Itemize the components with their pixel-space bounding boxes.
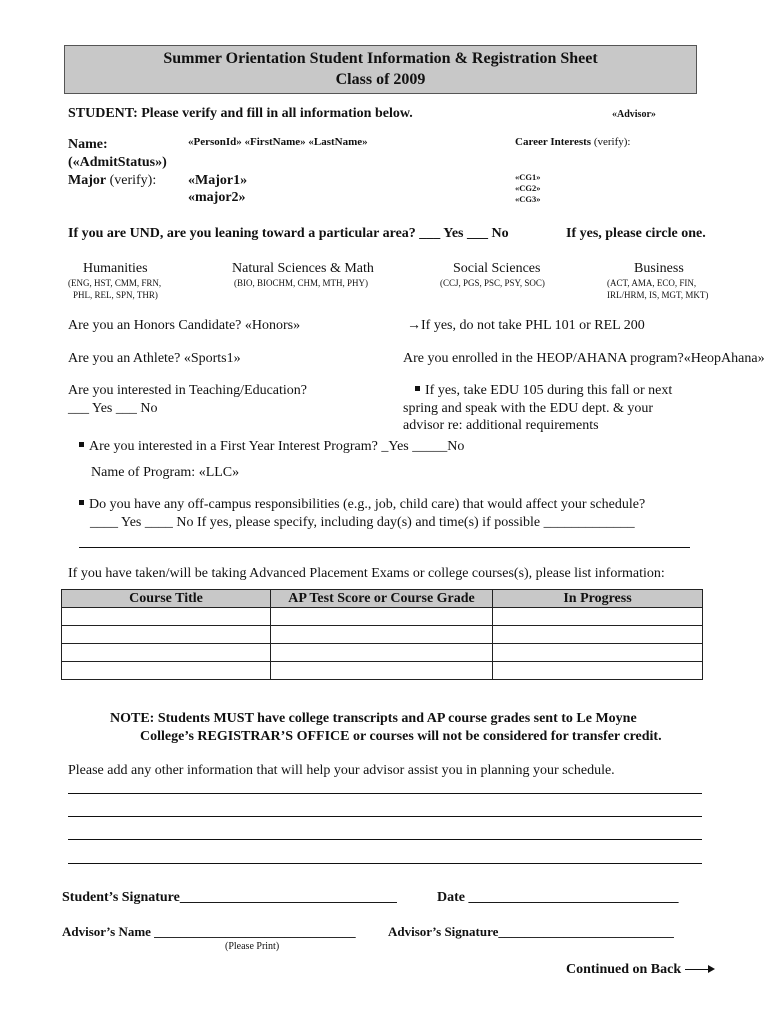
table-cell[interactable]: [62, 626, 271, 644]
table-row: [62, 662, 703, 680]
offcampus-text: Do you have any off-campus responsibilities (e.g., job, child care) that would affect your schedule?: [89, 497, 646, 512]
major1: «Major1»: [188, 173, 248, 188]
advisor-signature-field[interactable]: Advisor’s Signature___________________________: [388, 924, 674, 939]
teaching-note-line2: spring and speak with the EDU dept. & your: [403, 401, 654, 416]
continued-text: Continued on Back: [566, 962, 682, 977]
area-humanities-sub1: (ENG, HST, CMM, FRN,: [68, 278, 162, 288]
career-label: Career Interests: [515, 136, 592, 148]
table-cell[interactable]: [62, 608, 271, 626]
teaching-yesno: ___ Yes ___ No: [68, 401, 158, 416]
table-cell[interactable]: [493, 608, 703, 626]
offcampus-yesno: ____ Yes ____ No If yes, please specify, including day(s) and time(s) if possible _____________: [90, 515, 635, 530]
date-field[interactable]: Date ______________________________: [437, 890, 679, 905]
und-circle: If yes, please circle one.: [566, 226, 706, 241]
table-row: [62, 644, 703, 662]
cg2: «CG2»: [515, 183, 541, 193]
other-info-line[interactable]: [68, 839, 702, 840]
area-natsci-sub1: (BIO, BIOCHM, CHM, MTH, PHY): [234, 278, 369, 288]
student-signature[interactable]: Student’s Signature_______________________________: [62, 890, 397, 905]
arrow-right-icon: [685, 969, 713, 970]
area-business-sub1: (ACT, AMA, ECO, FIN,: [607, 278, 697, 288]
table-cell[interactable]: [493, 644, 703, 662]
bullet-icon: [79, 500, 84, 505]
area-business: Business: [634, 261, 684, 276]
area-humanities-sub2: PHL, REL, SPN, THR): [73, 290, 158, 300]
ap-header-row: [62, 590, 703, 608]
major-row: [68, 173, 156, 189]
other-info-line[interactable]: [68, 863, 702, 864]
continued-on-back: [566, 962, 713, 978]
student-instruction: STUDENT: Please verify and fill in all information below.: [68, 106, 413, 121]
fyip-question: [79, 439, 464, 455]
class-year: Class of 2009: [335, 71, 426, 88]
advisor-field: «Advisor»: [612, 109, 656, 120]
other-info-prompt: Please add any other information that will help your advisor assist you in planning your schedule.: [68, 763, 615, 778]
athlete-question: Are you an Athlete? «Sports1»: [68, 351, 241, 366]
offcampus-question: [79, 497, 645, 513]
career-verify: (verify):: [591, 136, 631, 148]
heop-question: Are you enrolled in the HEOP/AHANA program?«HeopAhana»: [403, 351, 765, 366]
area-natsci: Natural Sciences & Math: [232, 261, 374, 276]
advisor-name-field[interactable]: Advisor’s Name _______________________________: [62, 924, 356, 939]
table-cell[interactable]: [493, 626, 703, 644]
teaching-note1-text: If yes, take EDU 105 during this fall or next: [425, 383, 673, 398]
please-print-note: (Please Print): [225, 941, 280, 952]
offcampus-line: [79, 547, 690, 548]
major2: «major2»: [188, 190, 246, 205]
fyip-text: Are you interested in a First Year Interest Program? _Yes _____No: [89, 439, 465, 454]
table-cell[interactable]: [62, 662, 271, 680]
bullet-icon: [79, 442, 84, 447]
name-label: Name:: [68, 137, 108, 152]
table-cell[interactable]: [271, 626, 493, 644]
career-row: [515, 136, 630, 148]
table-cell[interactable]: [271, 644, 493, 662]
major-label: Major: [68, 173, 107, 188]
und-question: If you are UND, are you leaning toward a particular area? ___ Yes ___ No: [68, 226, 509, 241]
area-socsci-sub1: (CCJ, PGS, PSC, PSY, SOC): [440, 278, 545, 288]
note-line1: NOTE: Students MUST have college transcripts and AP course grades sent to Le Moyne: [110, 711, 637, 726]
teaching-note-line1: [415, 383, 672, 399]
table-row: [62, 608, 703, 626]
bullet-icon: [415, 386, 420, 391]
cg3: «CG3»: [515, 194, 541, 204]
teaching-note-line3: advisor re: additional requirements: [403, 418, 599, 433]
table-cell[interactable]: [493, 662, 703, 680]
note-line2: College’s REGISTRAR’S OFFICE or courses will not be considered for transfer credit.: [140, 729, 662, 744]
ap-header-score: AP Test Score or Course Grade: [271, 590, 493, 608]
honors-question: Are you an Honors Candidate? «Honors»: [68, 318, 301, 333]
ap-header-course: Course Title: [62, 590, 271, 608]
table-row: [62, 626, 703, 644]
area-socsci: Social Sciences: [453, 261, 541, 276]
major-verify: (verify):: [106, 173, 157, 188]
table-cell[interactable]: [62, 644, 271, 662]
table-cell[interactable]: [271, 662, 493, 680]
area-humanities: Humanities: [83, 261, 148, 276]
ap-table: [61, 589, 703, 680]
program-name: Name of Program: «LLC»: [91, 465, 240, 480]
title-box: [64, 45, 697, 94]
table-cell[interactable]: [271, 608, 493, 626]
form-title: Summer Orientation Student Information & Registration Sheet: [163, 50, 598, 67]
teaching-question: Are you interested in Teaching/Education?: [68, 383, 308, 398]
ap-intro: If you have taken/will be taking Advanced Placement Exams or college courses(s), please list information:: [68, 566, 665, 581]
admit-status: («AdmitStatus»): [68, 155, 167, 170]
area-business-sub2: IRL/HRM, IS, MGT, MKT): [607, 290, 709, 300]
honors-note: →If yes, do not take PHL 101 or REL 200: [407, 318, 645, 333]
name-fields: «PersonId» «FirstName» «LastName»: [188, 136, 368, 148]
cg1: «CG1»: [515, 172, 541, 182]
other-info-line[interactable]: [68, 793, 702, 794]
ap-header-progress: In Progress: [493, 590, 703, 608]
other-info-line[interactable]: [68, 816, 702, 817]
